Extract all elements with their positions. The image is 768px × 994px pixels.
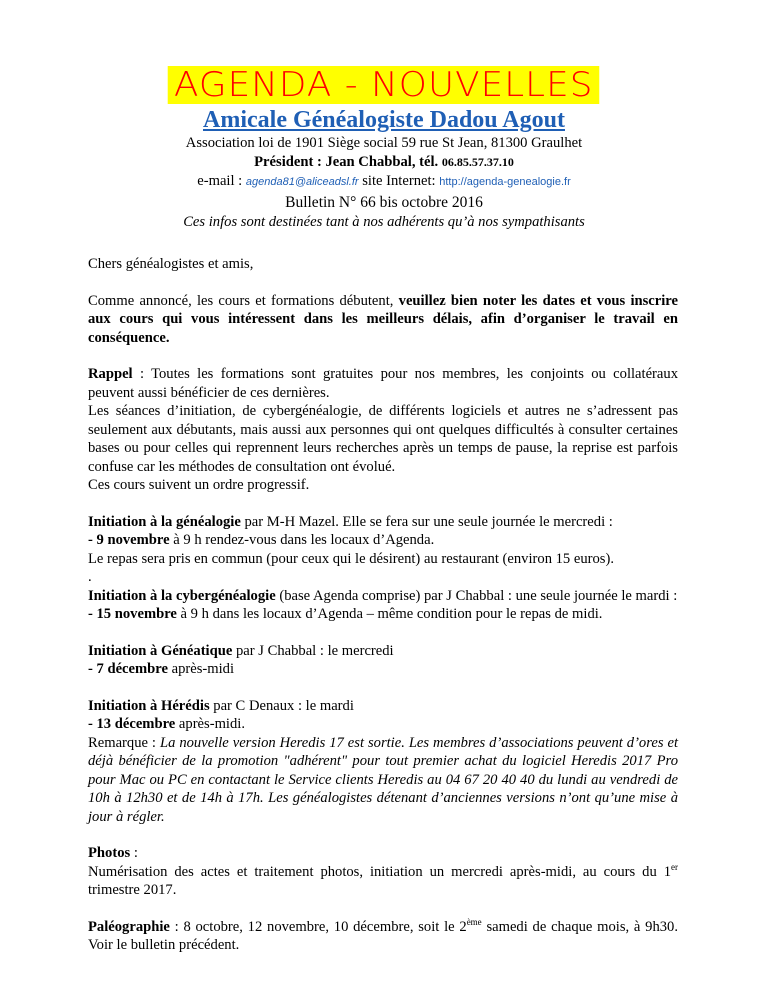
newsletter-banner: AGENDA - NOUVELLES	[168, 66, 600, 104]
photos-paragraph	[88, 863, 678, 900]
paleo-section	[88, 918, 678, 955]
init-cyber-text: (base Agenda comprise) par J Chabbal : une seule journée le mardi :	[275, 587, 678, 604]
heredis-text: par C Denaux : le mardi	[209, 697, 354, 714]
remarque-paragraph	[88, 734, 678, 827]
init-genealogie-section	[88, 513, 678, 587]
init-cyber-section	[88, 587, 678, 624]
intro-paragraph	[88, 292, 678, 348]
intro-text: Comme annoncé, les cours et formations débutent,	[88, 292, 394, 309]
init-cyber-line	[88, 587, 678, 606]
site-label: site Internet:	[362, 173, 436, 189]
paleo-title: Paléographie	[88, 918, 170, 935]
paleo-text-a: : 8 octobre, 12 novembre, 10 décembre, soit le 2	[169, 918, 467, 935]
president-label: Président : Jean Chabbal, tél.	[254, 154, 439, 170]
intro-emphasis: veuillez bien noter les dates et vous inscrire aux cours qui vous intéressent dans les meilleurs délais, afin d’organiser le travail en conséquence.	[88, 292, 678, 346]
paleo-paragraph	[88, 918, 678, 955]
heredis-section	[88, 697, 678, 827]
photos-text-b: trimestre 2017.	[88, 882, 177, 898]
letter-body	[88, 255, 678, 955]
init-cyber-title: Initiation à la cybergénéalogie	[88, 587, 276, 604]
president-phone: 06.85.57.37.10	[441, 155, 514, 169]
rappel-label: Rappel	[88, 366, 133, 382]
email-label: e-mail :	[197, 173, 243, 189]
tagline: Ces infos sont destinées tant à nos adhérents qu’à nos sympathisants	[183, 214, 585, 230]
organization-name: Amicale Généalogiste Dadou Agout	[203, 107, 565, 133]
site-link[interactable]: http://agenda-genealogie.fr	[439, 176, 571, 188]
heredis-date-line	[88, 715, 678, 734]
heredis-line	[88, 697, 678, 716]
rappel-section	[88, 365, 678, 495]
photos-sup: er	[671, 861, 678, 872]
init-cyber-date: - 15 novembre	[88, 606, 177, 622]
contact-line	[0, 172, 768, 192]
init-genealogie-text: par M-H Mazel. Elle se fera sur une seule journée le mercredi :	[240, 513, 613, 530]
stray-dot: .	[88, 569, 92, 585]
geneatique-text: par J Chabbal : le mercredi	[232, 642, 394, 659]
seances-paragraph: Les séances d’initiation, de cybergénéalogie, de différents logiciels et autres ne s’adressent pas seulement aux débutants, mais aussi aux personnes qui ont quelques difficultés à consulter certaines bases ou pour celles qui reprennent leurs recherches après un temps de pause, la reprise est parfois confuse car les méthodes de consultation ont évolué.	[88, 403, 678, 475]
init-genealogie-title: Initiation à la généalogie	[88, 513, 241, 530]
greeting: Chers généalogistes et amis,	[88, 256, 254, 272]
heredis-date: - 13 décembre	[88, 716, 176, 732]
remarque-text: La nouvelle version Heredis 17 est sortie. Les membres d’associations peuvent d’ores et déjà bénéficier de la promotion "adhérent" pour tout premier achat du logiciel Heredis 2017 Pro pour Mac ou PC en contactant le Service clients Heredis au 04 67 20 40 40 du lundi au vendredi de 10h à 12h30 et de 14h à 17h. Les généalogistes détenant d’anciennes versions n’ont qu’une mise à jour à régler.	[88, 734, 679, 825]
president-line	[0, 153, 768, 172]
init-cyber-date-text: à 9 h dans les locaux d’Agenda – même condition pour le repas de midi.	[176, 606, 603, 622]
init-genealogie-line	[88, 513, 678, 532]
geneatique-date: - 7 décembre	[88, 661, 168, 677]
init-genealogie-date-line	[88, 531, 678, 550]
association-address: Association loi de 1901 Siège social 59 rue St Jean, 81300 Graulhet	[185, 135, 583, 151]
email-link[interactable]: agenda81@aliceadsl.fr	[245, 176, 359, 188]
photos-text-a: Numérisation des actes et traitement photos, initiation un mercredi après-midi, au cours du 1	[88, 863, 671, 880]
heredis-date-text: après-midi.	[175, 716, 245, 732]
geneatique-line	[88, 642, 678, 661]
rappel-paragraph	[88, 365, 678, 402]
geneatique-date-line	[88, 660, 678, 679]
init-cyber-date-line	[88, 605, 678, 624]
bulletin-number: Bulletin N° 66 bis octobre 2016	[285, 194, 483, 211]
geneatique-title: Initiation à Généatique	[88, 642, 233, 659]
photos-colon: :	[130, 845, 138, 861]
init-genealogie-repas: Le repas sera pris en commun (pour ceux qui le désirent) au restaurant (environ 15 euros).	[88, 550, 614, 567]
photos-section	[88, 844, 678, 900]
heredis-title: Initiation à Hérédis	[88, 697, 210, 714]
letterhead	[0, 66, 768, 232]
rappel-text: : Toutes les formations sont gratuites pour nos membres, les conjoints ou collatéraux peuvent aussi bénéficier de ces dernières.	[88, 366, 678, 401]
geneatique-date-text: après-midi	[167, 661, 235, 677]
geneatique-section	[88, 642, 678, 679]
ordre-paragraph: Ces cours suivent un ordre progressif.	[88, 477, 310, 493]
init-genealogie-date: - 9 novembre	[88, 532, 170, 548]
paleo-text-b: samedi de chaque mois, à 9h30. Voir le bulletin précédent.	[88, 918, 679, 953]
remarque-label: Remarque :	[88, 734, 160, 751]
photos-title: Photos	[88, 845, 131, 861]
photos-heading	[88, 844, 678, 863]
init-genealogie-date-text: à 9 h rendez-vous dans les locaux d’Agenda.	[169, 532, 435, 548]
paleo-sup: ème	[466, 916, 482, 927]
